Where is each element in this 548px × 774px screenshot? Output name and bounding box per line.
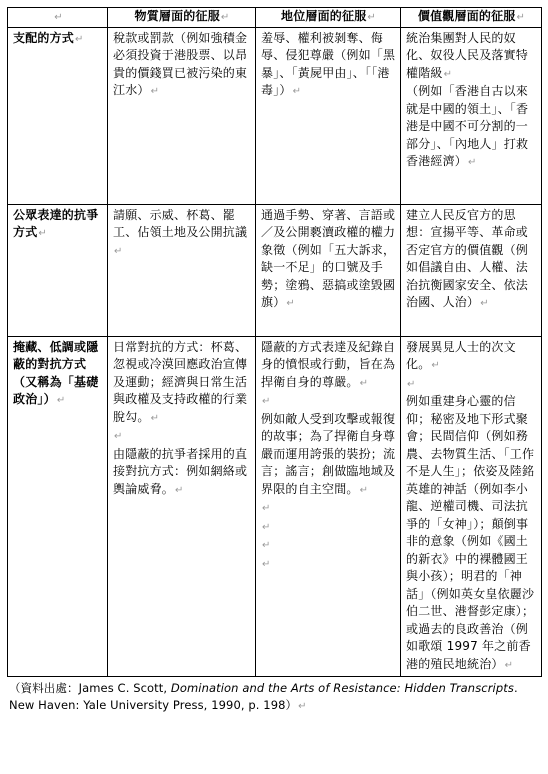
return-mark-icon: ↵ [150, 412, 160, 424]
return-mark-icon: ↵ [75, 33, 84, 45]
return-mark-icon: ↵ [175, 484, 184, 496]
return-mark-icon: ↵ [262, 558, 271, 570]
return-mark-icon: ↵ [359, 484, 369, 496]
return-mark-icon: ↵ [286, 298, 295, 309]
return-mark-icon: ↵ [516, 12, 526, 23]
conquest-resistance-table [7, 7, 542, 677]
header-cell-material: 物質層面的征服↵ [108, 8, 256, 28]
return-mark-icon: ↵ [38, 228, 47, 239]
table-cell: 發展異見人士的次文化。↵ ↵ 例如重建身心靈的信仰；秘密及地下形式聚會；民間信仰（例如務農、去物質生活、「工作不是人生」；依姿及陸銘英雄的神話（例如李小龍、逆權司機、司法抗爭的「女神」）；顛倒事非的意象（例如《國土的新衣》中的裸體國王與小孩）；明君的「神話」（例如英女皇依麗沙伯二世、港督彭定康）；或過去的良政善治（例如歌頌 1997 年之前香港的殖民地統治）↵ [401, 336, 542, 677]
return-mark-icon: ↵ [262, 396, 271, 407]
return-mark-icon: ↵ [114, 245, 123, 257]
return-mark-icon: ↵ [407, 378, 416, 390]
table-row [8, 27, 542, 204]
return-mark-icon: ↵ [504, 659, 514, 671]
return-mark-icon: ↵ [54, 12, 63, 23]
return-mark-icon: ↵ [292, 86, 302, 97]
table-cell: 通過手勢、穿著、言語或／及公開褻瀆政權的權力象徵（例如「五大訴求，缺一不足」的口號及手勢；塗鴉、惡搞或塗毀國旗）↵ [256, 204, 401, 336]
return-mark-icon: ↵ [262, 503, 271, 514]
return-mark-icon: ↵ [262, 521, 271, 533]
return-mark-icon: ↵ [431, 360, 440, 371]
document-page [7, 7, 541, 715]
header-cell-values: 價值觀層面的征服↵ [401, 8, 542, 28]
table-row [8, 204, 542, 336]
return-mark-icon: ↵ [367, 12, 376, 23]
table-row [8, 336, 542, 677]
header-cell-status: 地位層面的征服↵ [256, 8, 401, 28]
table-cell: 稅款或罰款（例如強積金必須投資于港股票、以昂貴的價錢買已被污染的東江水）↵ [108, 27, 256, 204]
row-label: 公眾表達的抗爭方式↵ [8, 204, 108, 336]
return-mark-icon: ↵ [298, 701, 307, 712]
row-label: 掩藏、低調或隱蔽的對抗方式（又稱為「基礎政治」）↵ [8, 336, 108, 677]
return-mark-icon: ↵ [220, 12, 230, 23]
book-title: Domination and the Arts of Resistance: Hidden Transcripts [170, 681, 514, 695]
table-cell: 請願、示威、杯葛、罷工、佔領土地及公開抗議↵ [108, 204, 256, 336]
return-mark-icon: ↵ [150, 86, 160, 97]
table-cell: 建立人民反官方的思想：宣揚平等、革命或否定官方的價值觀（例如倡議自由、人權、法治抗衡國家安全、依法治國、人治）↵ [401, 204, 542, 336]
return-mark-icon: ↵ [56, 395, 66, 406]
return-mark-icon: ↵ [262, 540, 271, 551]
return-mark-icon: ↵ [114, 431, 123, 442]
table-cell: 羞辱、權利被剝奪、侮辱、侵犯尊嚴（例如「黑暴」、「黃屍甲由」、「「港毒」）↵ [256, 27, 401, 204]
header-row [8, 8, 542, 28]
row-label: 支配的方式↵ [8, 27, 108, 204]
return-mark-icon: ↵ [443, 68, 453, 80]
source-citation: （資料出處：James C. Scott, Domination and the Arts of Resistance: Hidden Transcripts. New Haven: Yale University Press, 1990, p. 198）↵ [9, 681, 518, 712]
table-cell: 隱蔽的方式表達及紀錄自身的憤恨或行動，旨在為捍衛自身的尊嚴。↵ ↵ 例如敵人受到攻擊或報復的故事；為了捍衛自身尊嚴而運用誇張的裝扮；流言；謠言；創做臨地域及界限的自主空間。↵ ↵ ↵ ↵ ↵ [256, 336, 401, 677]
table-cell: 統治集團對人民的奴化、奴役人民及落實特權階級↵ （例如「香港自古以來就是中國的領土」、「香港是中國不可分割的一部分」、「內地人」打救香港經濟）↵ [401, 27, 542, 204]
table-cell: 日常對抗的方式：杯葛、忽視或冷漠回應政治宣傳及運動；經濟與日常生活與政權及支持政權的行業脫勾。↵ ↵ 由隱蔽的抗爭者採用的直接對抗方式：例如網絡或輿論威脅。↵ [108, 336, 256, 677]
return-mark-icon: ↵ [359, 377, 369, 389]
return-mark-icon: ↵ [480, 298, 489, 309]
header-cell-empty [8, 8, 108, 28]
return-mark-icon: ↵ [468, 157, 477, 168]
